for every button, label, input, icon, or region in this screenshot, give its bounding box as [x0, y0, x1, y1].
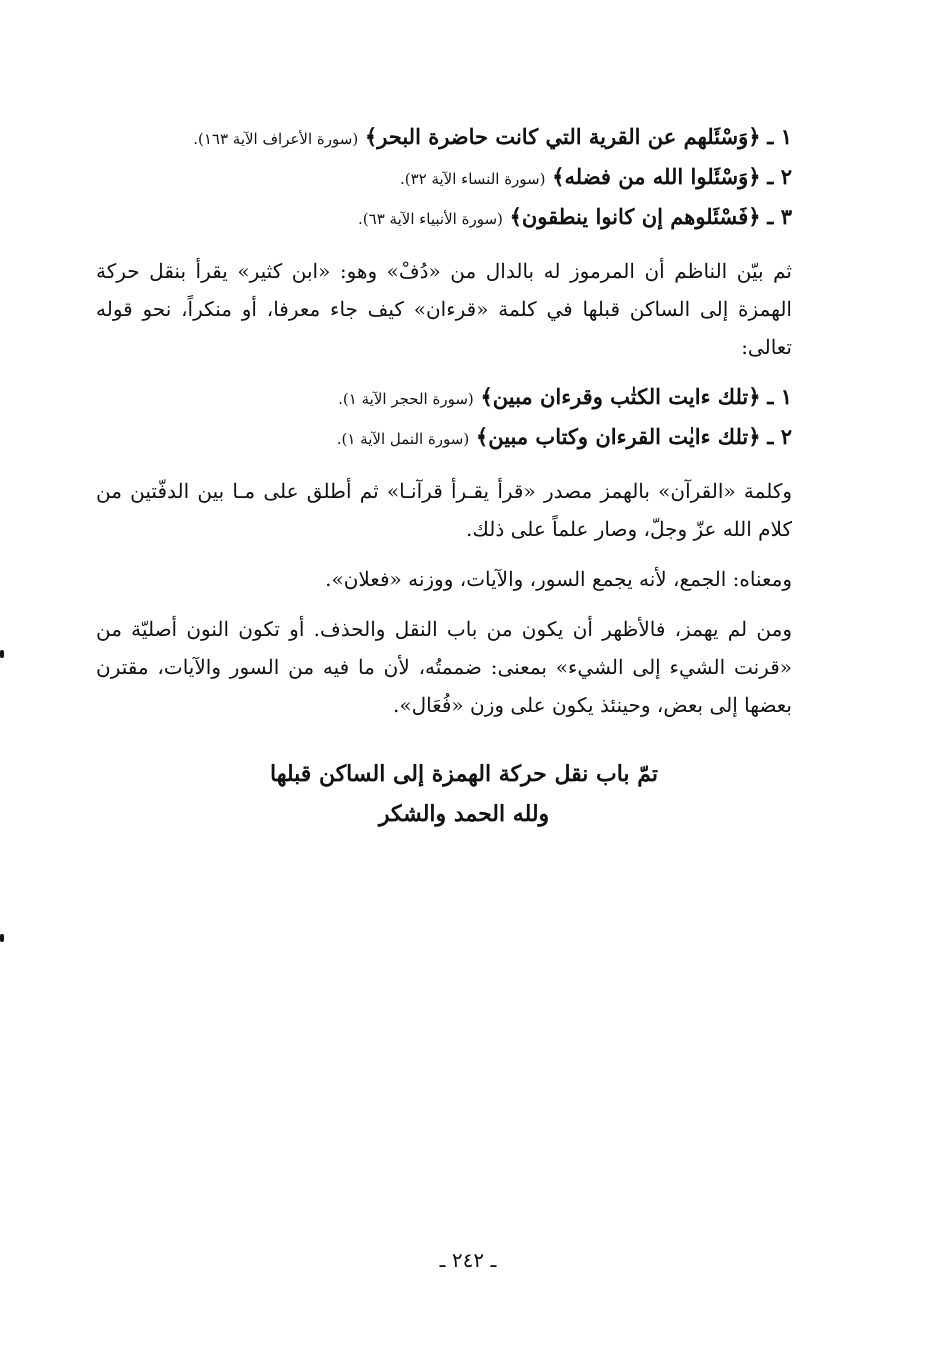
- verse-number: ١ ـ: [767, 124, 792, 149]
- verse-reference: (سورة الأعراف الآية ١٦٣).: [193, 130, 359, 148]
- verse-text: ﴿وَسْئَلوا الله من فضله﴾: [552, 164, 761, 189]
- verse-text: ﴿تلك ءايت الكتٰب وقرءان مبين﴾: [480, 384, 761, 409]
- closing-line: ولله الحمد والشكر: [378, 801, 550, 827]
- paragraph-no-hamz: ومن لم يهمز، فالأظهر أن يكون من باب النقل والحذف. أو تكون النون أصليّة من «قرنت الشيء إلى الشيء» بمعنى: ضممتُه، لأن ما فيه من السور والآيات، مقترن بعضها إلى بعض، وحينئذ يكون على وزن «فُعَال».: [96, 617, 792, 717]
- verse-reference: (سورة النساء الآية ٣٢).: [399, 170, 546, 188]
- page-body: [96, 118, 792, 834]
- verse-item: [96, 198, 792, 238]
- verse-number: ٢ ـ: [767, 424, 792, 449]
- paragraph-quran-word: وكلمة «القرآن» بالهمز مصدر «قرأ يقـرأ قرآنـا» ثم أطلق على مـا بين الدفّتين من كلام الله عزّ وجلّ، وصار علماً على ذلك.: [96, 479, 792, 541]
- chapter-closing: [96, 754, 792, 834]
- paragraph-transfer-rule: ثم بيّن الناظم أن المرموز له بالدال من «دُفْ» وهو: «ابن كثير» يقرأ بنقل حركة الهمزة إلى الساكن قبلها في كلمة «قرءان» كيف جاء معرفا، أو منكراً، نحو قوله تعالى:: [96, 259, 792, 359]
- verse-reference: (سورة الأنبياء الآية ٦٣).: [358, 210, 503, 228]
- verse-text: ﴿فَسْئَلوهم إن كانوا ينطقون﴾: [509, 204, 761, 229]
- verse-number: ٢ ـ: [767, 164, 792, 189]
- verse-item: [96, 378, 792, 418]
- verse-text: ﴿وَسْئَلهم عن القرية التي كانت حاضرة البحر﴾: [364, 124, 761, 149]
- verse-list-2: [96, 378, 792, 458]
- margin-mark: [0, 650, 4, 658]
- verse-item: [96, 118, 792, 158]
- verse-number: ٣ ـ: [767, 204, 792, 229]
- verse-text: ﴿تلك ءايٰت القرءان وكتاب مبين﴾: [475, 424, 761, 449]
- verse-number: ١ ـ: [767, 384, 792, 409]
- verse-item: [96, 418, 792, 458]
- verse-list-1: [96, 118, 792, 238]
- paragraph-meaning: ومعناه: الجمع، لأنه يجمع السور، والآيات، ووزنه «فعلان».: [325, 567, 792, 591]
- verse-item: [96, 158, 792, 198]
- verse-reference: (سورة الحجر الآية ١).: [338, 390, 474, 408]
- closing-line: تمّ باب نقل حركة الهمزة إلى الساكن قبلها: [270, 761, 658, 787]
- page-number: ـ ٢٤٢ ـ: [439, 1248, 497, 1272]
- verse-reference: (سورة النمل الآية ١).: [336, 430, 470, 448]
- margin-mark: [0, 934, 4, 942]
